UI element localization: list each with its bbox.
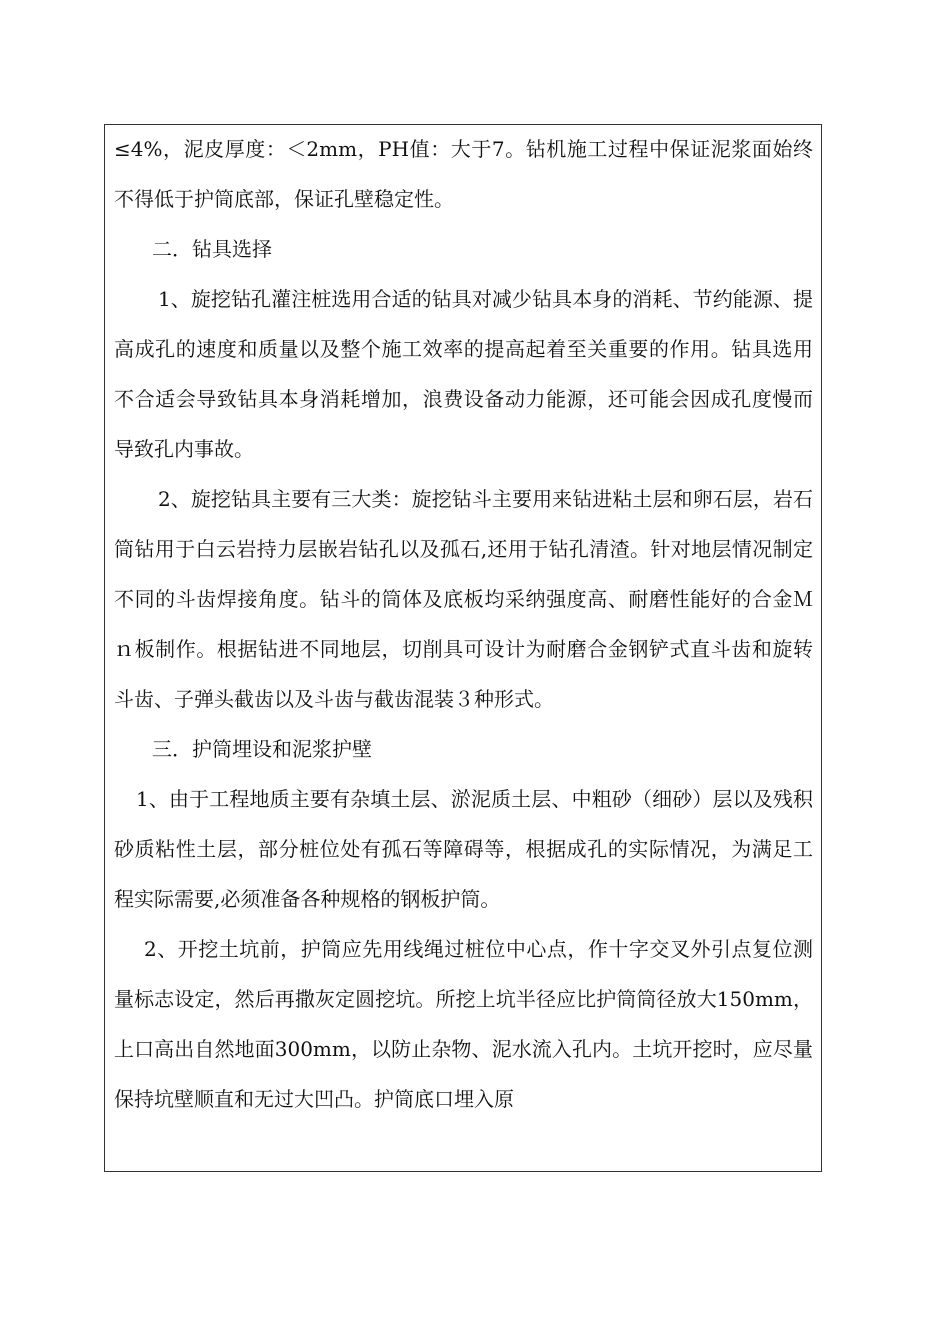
document-table-cell [104, 124, 822, 1172]
paragraph-casing-1: 1、由于工程地质主要有杂填土层、淤泥质土层、中粗砂（细砂）层以及残积砂质粘性土层，部分桩位处有孤石等障碍等，根据成孔的实际情况，为满足工程实际需要,必须准备各种规格的钢板护筒。 [114, 787, 813, 911]
heading-drill-tool-selection: 二．钻具选择 [152, 237, 272, 261]
heading-casing-and-mud: 三．护筒埋设和泥浆护壁 [152, 737, 372, 761]
paragraph-casing-2: 2、开挖土坑前，护筒应先用线绳过桩位中心点，作十字交叉外引点复位测量标志设定，然后再撒灰定圆挖坑。所挖上坑半径应比护筒筒径放大150mm，上口高出自然地面300mm，以防止杂物、泥水流入孔内。土坑开挖时，应尽量保持坑壁顺直和无过大凹凸。护筒底口埋入原 [114, 937, 813, 1111]
paragraph-drill-tool-1: 1、旋挖钻孔灌注桩选用合适的钻具对减少钻具本身的消耗、节约能源、提高成孔的速度和质量以及整个施工效率的提高起着至关重要的作用。钻具选用不合适会导致钻具本身消耗增加，浪费设备动力能源，还可能会因成孔度慢而导致孔内事故。 [114, 287, 813, 461]
paragraph-drill-tool-2: 2、旋挖钻具主要有三大类：旋挖钻斗主要用来钻进粘土层和卵石层，岩石筒钻用于白云岩持力层嵌岩钻孔以及孤石,还用于钻孔清渣。针对地层情况制定不同的斗齿焊接角度。钻斗的筒体及底板均采纳强度高、耐磨性能好的合金Ｍｎ板制作。根据钻进不同地层，切削具可设计为耐磨合金钢铲式直斗齿和旋转斗齿、子弹头截齿以及斗齿与截齿混装３种形式。 [114, 487, 813, 711]
paragraph-mud-spec: ≤4%，泥皮厚度：＜2mm，PH值：大于7。钻机施工过程中保证泥浆面始终不得低于护筒底部，保证孔壁稳定性。 [114, 137, 813, 211]
document-body [114, 124, 813, 1124]
